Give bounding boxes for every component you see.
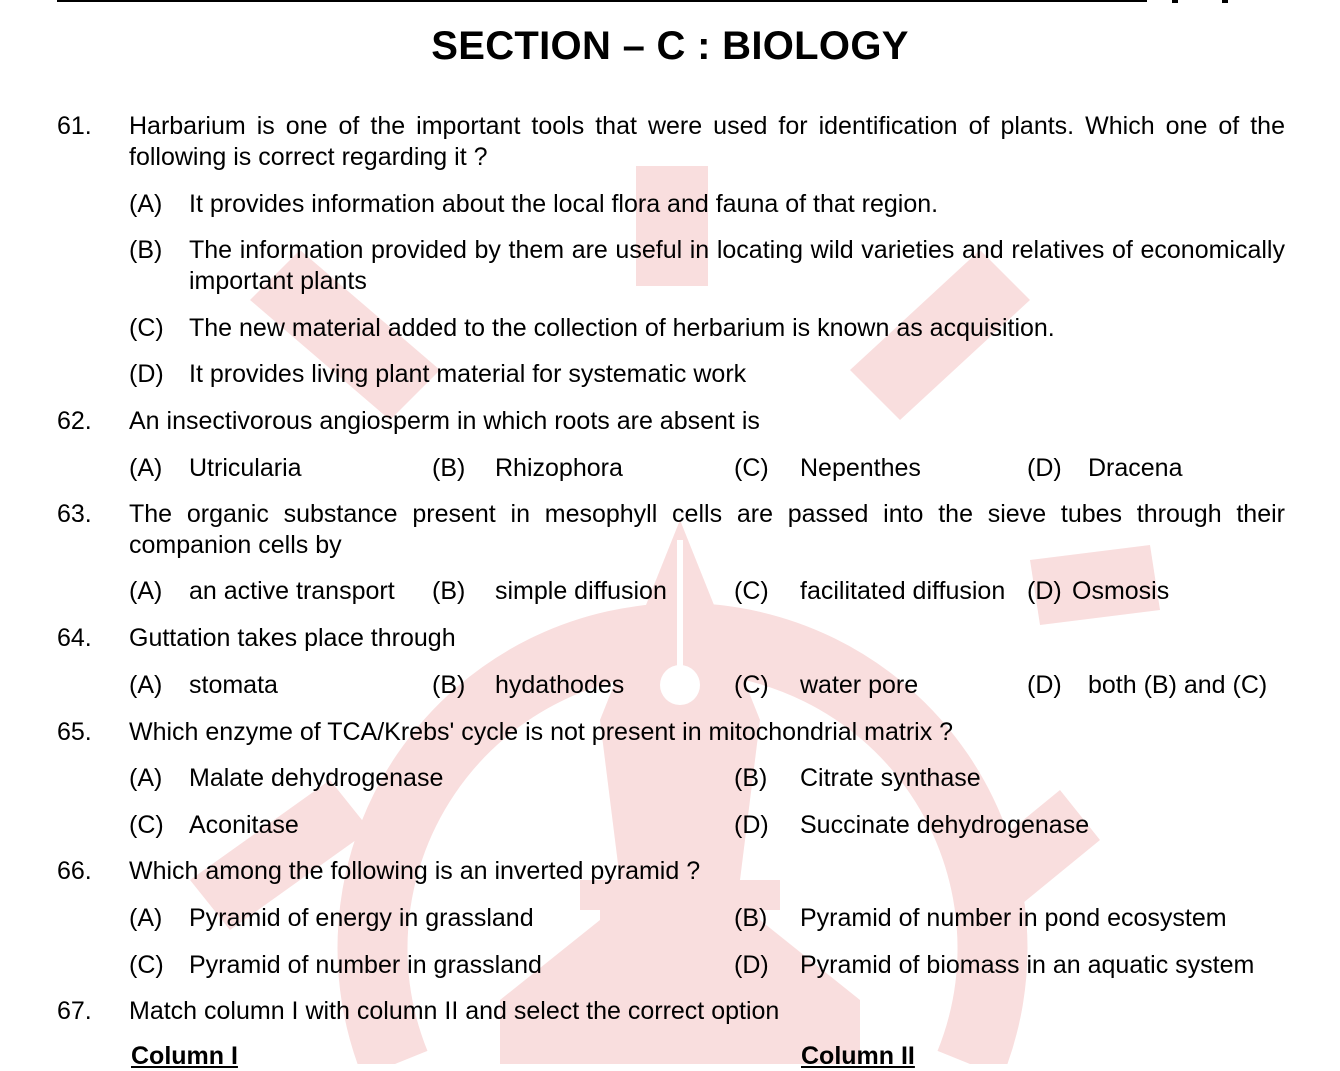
question-number: 61. — [57, 112, 92, 140]
option-label: (C) — [129, 951, 164, 979]
option-text: Pyramid of number in grassland — [189, 951, 542, 979]
option-text: water pore — [800, 671, 919, 699]
option-label: (C) — [734, 671, 769, 699]
option-label: (D) — [1027, 454, 1062, 482]
option-text: Pyramid of biomass in an aquatic system — [800, 951, 1255, 979]
option-label: (B) — [432, 671, 466, 699]
option-text: Pyramid of number in pond ecosystem — [800, 904, 1227, 932]
question-63 — [0, 499, 1340, 561]
option-label: (B) — [129, 236, 163, 264]
option-text: Citrate synthase — [800, 764, 981, 792]
question-number: 64. — [57, 624, 92, 652]
option-text: The new material added to the collection of herbarium is known as acquisition. — [189, 314, 1055, 342]
option-text: Dracena — [1088, 454, 1183, 482]
option-text: Osmosis — [1072, 577, 1170, 605]
option-text: Utricularia — [189, 454, 302, 482]
option-a — [129, 189, 1285, 220]
option-label: (D) — [129, 360, 164, 388]
option-label: (A) — [129, 577, 163, 605]
question-text: Which enzyme of TCA/Krebs' cycle is not present in mitochondrial matrix ? — [129, 718, 954, 746]
option-label: (C) — [129, 314, 164, 342]
question-64 — [0, 623, 1340, 654]
option-label: (A) — [129, 671, 163, 699]
option-label: (B) — [734, 904, 768, 932]
option-text: Malate dehydrogenase — [189, 764, 444, 792]
option-label: (D) — [1027, 577, 1062, 605]
option-text: Aconitase — [189, 811, 299, 839]
question-66 — [0, 856, 1340, 887]
question-text: Which among the following is an inverted pyramid ? — [129, 857, 701, 885]
question-number: 67. — [57, 997, 92, 1025]
option-b — [129, 235, 1285, 297]
question-number: 65. — [57, 718, 92, 746]
question-number: 63. — [57, 500, 92, 528]
option-label: (D) — [1027, 671, 1062, 699]
option-text: both (B) and (C) — [1088, 671, 1268, 699]
section-title: SECTION – C : BIOLOGY — [431, 24, 909, 68]
question-67 — [0, 996, 1340, 1027]
option-label: (A) — [129, 190, 163, 218]
question-text: Harbarium is one of the important tools that were used for identification of plants. Which one of the following is correct regarding it ? — [129, 112, 1285, 171]
column-ii-heading: Column II — [801, 1042, 915, 1070]
option-text: Pyramid of energy in grassland — [189, 904, 534, 932]
question-text: Match column I with column II and select the correct option — [129, 997, 780, 1025]
option-text: stomata — [189, 671, 278, 699]
option-text: It provides living plant material for systematic work — [189, 360, 747, 388]
option-label: (C) — [734, 454, 769, 482]
column-i-heading: Column I — [131, 1042, 238, 1070]
question-61 — [0, 111, 1340, 173]
option-label: (C) — [734, 577, 769, 605]
option-label: (A) — [129, 904, 163, 932]
option-label: (D) — [734, 811, 769, 839]
option-text: Nepenthes — [800, 454, 921, 482]
option-c — [129, 313, 1285, 344]
option-text: It provides information about the local flora and fauna of that region. — [189, 190, 939, 218]
option-text: Succinate dehydrogenase — [800, 811, 1090, 839]
option-text: facilitated diffusion — [800, 577, 1006, 605]
option-text: Rhizophora — [495, 454, 623, 482]
option-text: The information provided by them are useful in locating wild varieties and relatives of economically important plants — [189, 236, 1285, 295]
option-d — [129, 359, 1285, 390]
option-text: an active transport — [189, 577, 395, 605]
question-text: An insectivorous angiosperm in which roots are absent is — [129, 407, 760, 435]
option-label: (B) — [432, 577, 466, 605]
question-65 — [0, 717, 1340, 748]
question-text: Guttation takes place through — [129, 624, 456, 652]
question-62 — [0, 406, 1340, 437]
option-label: (A) — [129, 454, 163, 482]
question-number: 62. — [57, 407, 92, 435]
option-label: (B) — [734, 764, 768, 792]
option-label: (C) — [129, 811, 164, 839]
question-number: 66. — [57, 857, 92, 885]
option-text: simple diffusion — [495, 577, 667, 605]
question-text: The organic substance present in mesophyll cells are passed into the sieve tubes through their companion cells by — [129, 500, 1285, 559]
option-text: hydathodes — [495, 671, 625, 699]
option-label: (D) — [734, 951, 769, 979]
option-label: (A) — [129, 764, 163, 792]
option-label: (B) — [432, 454, 466, 482]
